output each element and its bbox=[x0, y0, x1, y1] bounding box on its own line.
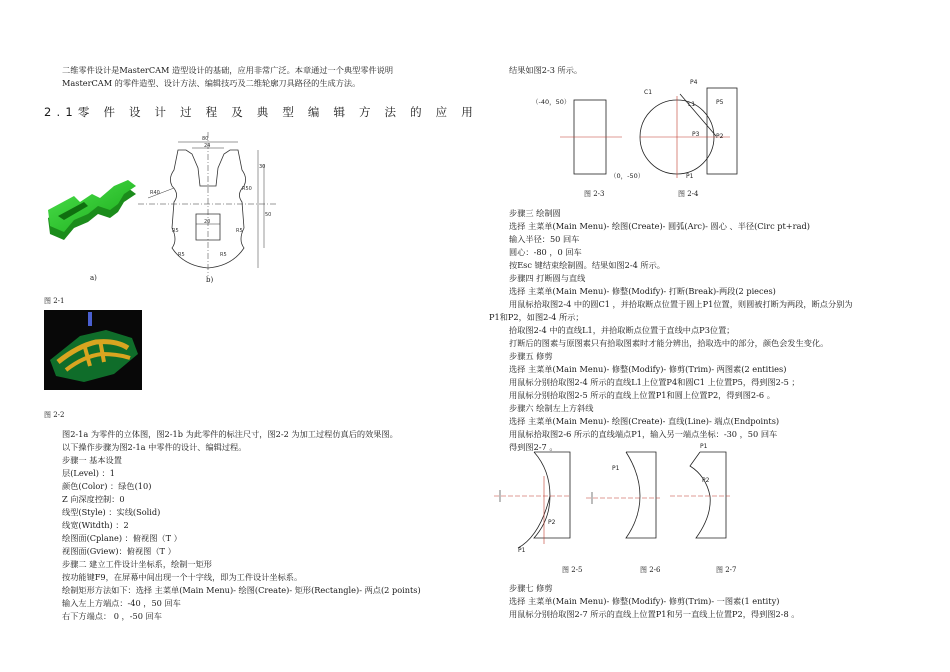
figure-2-1-caption: 图 2-1 bbox=[44, 297, 65, 305]
right-body2-line: 选择 主菜单(Main Menu)- 修整(Modify)- 修剪(Trim)- 一图素(1 entity) bbox=[509, 596, 780, 606]
right-body-line: 得到图2-7 。 bbox=[509, 442, 558, 452]
figure-2-1a-part-3d bbox=[44, 180, 140, 248]
figure-2-6-caption: 图 2-6 bbox=[640, 566, 661, 574]
left-body-line: 绘图面(Cplane) ：俯视图（T ） bbox=[62, 533, 182, 543]
figure-2-1b-drawing bbox=[138, 128, 278, 278]
left-body-line: 层(Level) ：1 bbox=[62, 468, 115, 478]
left-body-line: 右下方端点： 0 ，-50 回车 bbox=[62, 611, 162, 621]
intro-line-1: 二维零件设计是MasterCAM 造型设计的基础，应用非常广泛。本章通过一个典型零件说明 bbox=[62, 65, 394, 75]
left-body-line: 步骤一 基本设置 bbox=[62, 455, 122, 465]
right-body-line: 输入半径：50 回车 bbox=[509, 234, 580, 244]
coord-top-label: （-40，50） bbox=[532, 98, 571, 106]
figure-2-7-caption: 图 2-7 bbox=[716, 566, 737, 574]
fig25-p2-label: P2 bbox=[548, 519, 556, 526]
left-body-line: 输入左上方端点：-40 ，50 回车 bbox=[62, 598, 181, 608]
dim-r50: R50 bbox=[242, 186, 252, 192]
figure-2-5-caption: 图 2-5 bbox=[562, 566, 583, 574]
p1-label: P1 bbox=[686, 173, 694, 180]
fig27-p2-label: P2 bbox=[702, 477, 710, 484]
right-body-line: 用鼠标分别拾取图2-5 所示的直线上位置P1和圆上位置P2，得到图2-6 。 bbox=[509, 390, 775, 400]
right-body-line: 选择 主菜单(Main Menu)- 绘图(Create)- 圆弧(Arc)- 圆心 、半径(Circ pt+rad) bbox=[509, 221, 810, 231]
right-body-line: 圆心：-80 ，0 回车 bbox=[509, 247, 582, 257]
c1-label: C1 bbox=[644, 89, 653, 96]
fig26-p1-label: P1 bbox=[612, 465, 620, 472]
left-body-line: 以下操作步骤为图2-1a 中零件的设计、编辑过程。 bbox=[62, 442, 247, 452]
right-body-line: 用鼠标拾取图2-6 所示的直线端点P1，输入另一端点坐标：-30 ，50 回车 bbox=[509, 429, 778, 439]
right-body-line: 按Esc 键结束绘制圆。结果如图2-4 所示。 bbox=[509, 260, 665, 270]
p4-label: P4 bbox=[690, 79, 698, 86]
right-body-line: 步骤五 修剪 bbox=[509, 351, 553, 361]
figure-2-3-caption: 图 2-3 bbox=[584, 190, 605, 198]
left-body-line: 按功能键F9，在屏幕中间出现一个十字线，即为工件设计坐标系。 bbox=[62, 572, 303, 582]
right-body-line: 步骤四 打断圆与直线 bbox=[509, 273, 586, 283]
dim-r5-c: R5 bbox=[220, 252, 227, 258]
right-body-line: 选择 主菜单(Main Menu)- 绘图(Create)- 直线(Line)- 端点(Endpoints) bbox=[509, 416, 780, 426]
right-top-line: 结果如图2-3 所示。 bbox=[509, 65, 583, 75]
right-body-line: 步骤三 绘制圆 bbox=[509, 208, 561, 218]
dim-20: 20 bbox=[204, 219, 211, 225]
figure-2-1a-label: a) bbox=[90, 274, 97, 282]
dim-r5-a: R5 bbox=[172, 228, 179, 234]
left-body-line: Z 向深度控制：0 bbox=[62, 494, 125, 504]
left-body-line: 颜色(Color) ：绿色(10) bbox=[62, 481, 152, 491]
figure-2-4-caption: 图 2-4 bbox=[678, 190, 699, 198]
dim-80: 80 bbox=[202, 136, 209, 142]
dim-30: 30 bbox=[259, 164, 266, 170]
right-body-line: 步骤六 绘制左上方斜线 bbox=[509, 403, 594, 413]
coord-bottom-label: （0，-50） bbox=[610, 172, 645, 180]
left-body-line: 绘制矩形方法如下：选择 主菜单(Main Menu)- 绘图(Create)- 矩形(Rectangle)- 两点(2 points) bbox=[62, 585, 421, 595]
p3-label: P3 bbox=[692, 131, 700, 138]
dim-r5-d: R5 bbox=[236, 228, 243, 234]
l1-label: L1 bbox=[688, 101, 696, 108]
figure-2-1b-label: b) bbox=[206, 276, 214, 284]
left-body-line: 图2-1a 为零件的立体图，图2-1b 为此零件的标注尺寸，图2-2 为加工过程仿真后的效果图。 bbox=[62, 429, 398, 439]
right-body2-line: 用鼠标分别拾取图2-7 所示的直线上位置P1和另一直线上位置P2，得到图2-8 。 bbox=[509, 609, 800, 619]
right-body-line: 选择 主菜单(Main Menu)- 修整(Modify)- 修剪(Trim)- 两图素(2 entities) bbox=[509, 364, 787, 374]
right-body-line: 选择 主菜单(Main Menu)- 修整(Modify)- 打断(Break)-两段(2 pieces) bbox=[509, 286, 776, 296]
intro-line-2: MasterCAM 的零件造型、设计方法、编辑技巧及二维轮廓刀具路径的生成方法。 bbox=[62, 78, 361, 88]
right-body-line: 用鼠标分别拾取图2-4 所示的直线L1上位置P4和圆C1 上位置P5，得到图2-5 ； bbox=[509, 377, 800, 387]
right-body-line: P1和P2，如图2-4 所示； bbox=[489, 312, 584, 322]
dim-50: 50 bbox=[265, 212, 272, 218]
left-body-line: 步骤二 建立工件设计坐标系，绘制一矩形 bbox=[62, 559, 212, 569]
figure-2-2-caption: 图 2-2 bbox=[44, 411, 65, 419]
figure-2-5-2-6-2-7 bbox=[490, 440, 740, 558]
p2-label: P2 bbox=[716, 133, 724, 140]
fig27-p1-label: P1 bbox=[700, 443, 708, 450]
right-body-line: 拾取图2-4 中的直线L1，并拾取断点位置于直线中点P3位置； bbox=[509, 325, 735, 335]
dim-r5-b: R5 bbox=[178, 252, 185, 258]
dim-r40: R40 bbox=[150, 190, 160, 196]
figure-2-2-simulation bbox=[44, 310, 142, 390]
left-body-line: 线宽(Witdth) ：2 bbox=[62, 520, 129, 530]
section-title: 2.1零 件 设 计 过 程 及 典 型 编 辑 方 法 的 应 用 bbox=[44, 105, 478, 119]
left-body-line: 视图面(Gview)：俯视图（T ） bbox=[62, 546, 176, 556]
left-body-line: 线型(Style) ：实线(Solid) bbox=[62, 507, 161, 517]
p5-label: P5 bbox=[716, 99, 724, 106]
right-body-line: 打断后的图素与原图素只有拾取图素时才能分辨出，拾取选中的部分，颜色会发生变化。 bbox=[509, 338, 829, 348]
right-body-line: 用鼠标拾取图2-4 中的圆C1 ，并拾取断点位置于圆上P1位置，则圆被打断为两段，断点分别为 bbox=[509, 299, 853, 309]
dim-24: 24 bbox=[204, 143, 211, 149]
right-body2-line: 步骤七 修剪 bbox=[509, 583, 553, 593]
fig25-p1-label: P1 bbox=[518, 547, 526, 554]
figure-2-3-2-4 bbox=[530, 74, 750, 190]
